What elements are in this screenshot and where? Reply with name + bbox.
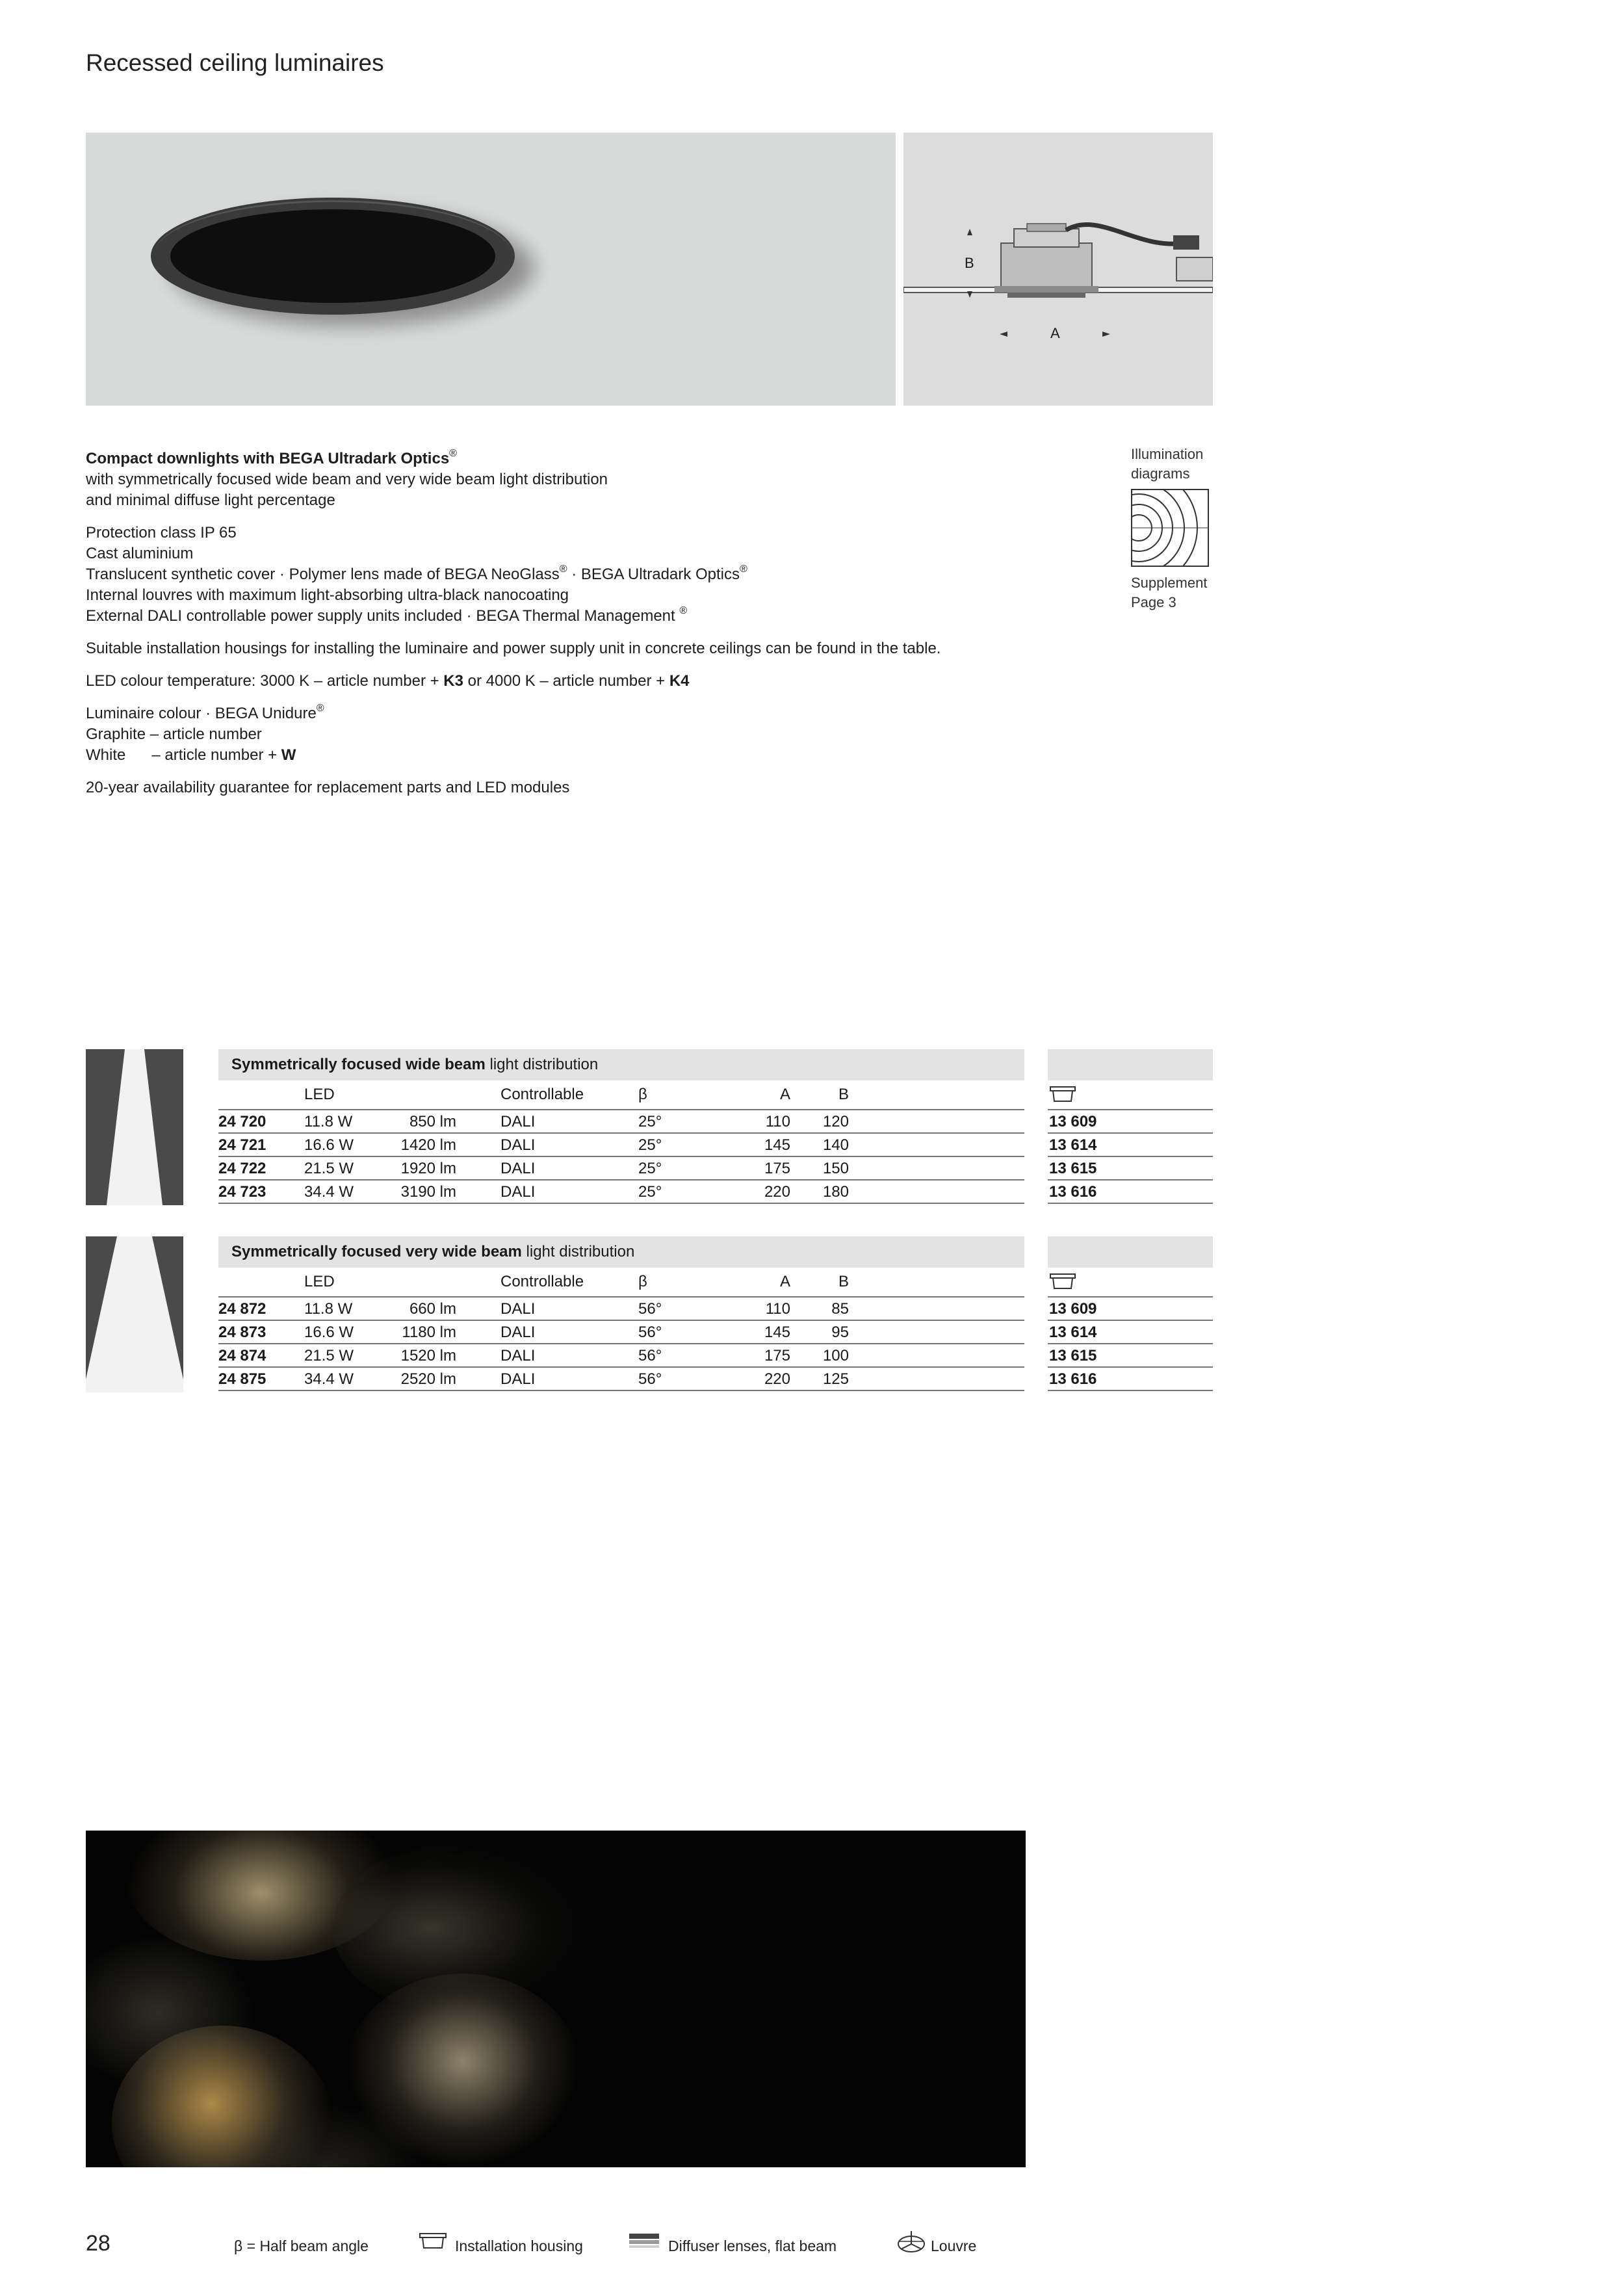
table-row bbox=[218, 1181, 1024, 1204]
cell-housing: 13 614 bbox=[1049, 1324, 1097, 1341]
table-row bbox=[218, 1157, 1024, 1181]
table-row bbox=[1048, 1298, 1213, 1321]
cell-b: 180 bbox=[822, 1183, 849, 1201]
cell-ctrl: DALI bbox=[500, 1160, 536, 1177]
cell-beta: 56° bbox=[638, 1347, 662, 1364]
very-wide-beam-icon bbox=[86, 1236, 183, 1392]
feature-item: Translucent synthetic cover · Polymer lens made of BEGA NeoGlass® · BEGA Ultradark Optics® bbox=[86, 564, 747, 583]
installation-housing-icon bbox=[1049, 1272, 1076, 1292]
cell-beta: 56° bbox=[638, 1300, 662, 1318]
cell-beta: 25° bbox=[638, 1183, 662, 1201]
very-wide-beam-table bbox=[218, 1236, 1024, 1391]
feature-item: Protection class IP 65 bbox=[86, 524, 237, 541]
cell-housing: 13 615 bbox=[1049, 1347, 1097, 1364]
cell-beta: 56° bbox=[638, 1370, 662, 1388]
installation-housing-table bbox=[1048, 1049, 1213, 1204]
cell-ctrl: DALI bbox=[500, 1136, 536, 1154]
cell-lumen: 660 lm bbox=[409, 1300, 456, 1318]
cell-article: 24 875 bbox=[218, 1370, 266, 1388]
legend-installation-housing: Installation housing bbox=[455, 2237, 583, 2254]
installation-housing-icon bbox=[1049, 1084, 1076, 1105]
legend-diffuser-lenses: Diffuser lenses, flat beam bbox=[668, 2237, 837, 2254]
cell-housing: 13 615 bbox=[1049, 1160, 1097, 1177]
cell-article: 24 722 bbox=[218, 1160, 266, 1177]
product-description: Compact downlights with BEGA Ultradark Optics® with symmetrically focused wide beam and very wide beam light distribution and minimal diffuse light percentage Protection class IP 65 Cast aluminium Translucent synthetic cover · Polymer lens made of BEGA NeoGlass® · BEGA Ultradark Optics® Internal louvres with maximum light-absorbing ultra-black nanocoating External DALI controllable power supply units included · BEGA Thermal Management ® Suitable installation housings for installing the luminaire and power supply unit in concrete ceilings can be found in the table. LED colour temperature: 3000 K – article number + K3 or 4000 K – article number + K4 Luminaire colour · BEGA Unidure® Graphite – article number White – article number + W 20-year availability guarantee for replacement parts and LED modules bbox=[86, 449, 1126, 810]
table-row bbox=[1048, 1134, 1213, 1157]
wide-beam-icon bbox=[86, 1049, 183, 1205]
cell-a: 175 bbox=[764, 1160, 790, 1177]
cell-ctrl: DALI bbox=[500, 1113, 536, 1130]
cell-article: 24 874 bbox=[218, 1347, 266, 1364]
table-row bbox=[1048, 1368, 1213, 1391]
cell-lumen: 1920 lm bbox=[400, 1160, 456, 1177]
cell-a: 145 bbox=[764, 1136, 790, 1154]
table-row bbox=[1048, 1321, 1213, 1344]
cell-article: 24 872 bbox=[218, 1300, 266, 1318]
led-colour-temperature: LED colour temperature: 3000 K – article number + K3 or 4000 K – article number + K4 bbox=[86, 672, 690, 690]
cell-a: 175 bbox=[764, 1347, 790, 1364]
louvre-icon bbox=[897, 2230, 926, 2256]
description-line: with symmetrically focused wide beam and very wide beam light distribution bbox=[86, 471, 608, 488]
cell-lumen: 850 lm bbox=[409, 1113, 456, 1130]
cell-article: 24 720 bbox=[218, 1113, 266, 1130]
dimension-drawing bbox=[903, 133, 1213, 406]
product-photo bbox=[86, 133, 896, 406]
cell-watt: 11.8 W bbox=[304, 1300, 353, 1318]
cell-watt: 16.6 W bbox=[304, 1136, 354, 1154]
cell-lumen: 1180 lm bbox=[402, 1324, 456, 1341]
cell-a: 110 bbox=[765, 1300, 790, 1318]
table-row bbox=[218, 1110, 1024, 1134]
cell-b: 120 bbox=[822, 1113, 849, 1130]
table-row bbox=[1048, 1157, 1213, 1181]
illumination-diagram-ref: Illumination diagrams Supplement Page 3 bbox=[1131, 445, 1222, 612]
cell-beta: 25° bbox=[638, 1113, 662, 1130]
housing-note: Suitable installation housings for installing the luminaire and power supply unit in concrete ceilings can be found in the table. bbox=[86, 640, 941, 657]
table-row bbox=[218, 1134, 1024, 1157]
installation-housing-icon bbox=[419, 2230, 447, 2252]
cell-ctrl: DALI bbox=[500, 1324, 536, 1341]
cell-beta: 56° bbox=[638, 1324, 662, 1341]
page-title: Recessed ceiling luminaires bbox=[86, 49, 384, 76]
downlight-ring bbox=[151, 198, 515, 315]
cell-ctrl: DALI bbox=[500, 1370, 536, 1388]
cell-ctrl: DALI bbox=[500, 1347, 536, 1364]
cell-watt: 34.4 W bbox=[304, 1183, 354, 1201]
illumination-diagram-icon bbox=[1131, 489, 1209, 567]
cell-a: 145 bbox=[764, 1324, 790, 1341]
cell-lumen: 3190 lm bbox=[400, 1183, 456, 1201]
luminaire-colour: Luminaire colour · BEGA Unidure® Graphite – article number White – article number + W bbox=[86, 703, 324, 764]
cell-housing: 13 609 bbox=[1049, 1300, 1097, 1318]
cell-housing: 13 616 bbox=[1049, 1183, 1097, 1201]
column-headers: LED Controllable β A B bbox=[218, 1270, 1024, 1298]
feature-item: External DALI controllable power supply units included · BEGA Thermal Management ® bbox=[86, 605, 688, 625]
legend-louvre: Louvre bbox=[931, 2237, 977, 2254]
cell-a: 110 bbox=[765, 1113, 790, 1130]
table-row bbox=[1048, 1344, 1213, 1368]
cell-ctrl: DALI bbox=[500, 1183, 536, 1201]
cell-b: 150 bbox=[822, 1160, 849, 1177]
description-heading: Compact downlights with BEGA Ultradark Optics bbox=[86, 450, 450, 467]
cell-beta: 25° bbox=[638, 1160, 662, 1177]
cell-housing: 13 616 bbox=[1049, 1370, 1097, 1388]
installation-housing-table bbox=[1048, 1236, 1213, 1391]
cell-b: 140 bbox=[822, 1136, 849, 1154]
table-row bbox=[1048, 1110, 1213, 1134]
cell-beta: 25° bbox=[638, 1136, 662, 1154]
availability-guarantee: 20-year availability guarantee for replacement parts and LED modules bbox=[86, 779, 570, 796]
cell-article: 24 873 bbox=[218, 1324, 266, 1341]
wide-beam-table bbox=[218, 1049, 1024, 1204]
cell-article: 24 721 bbox=[218, 1136, 266, 1154]
cell-a: 220 bbox=[764, 1370, 790, 1388]
cell-watt: 11.8 W bbox=[304, 1113, 353, 1130]
cell-b: 125 bbox=[822, 1370, 849, 1388]
cell-lumen: 1520 lm bbox=[400, 1347, 456, 1364]
cell-watt: 34.4 W bbox=[304, 1370, 354, 1388]
column-headers: LED Controllable β A B bbox=[218, 1083, 1024, 1110]
cell-article: 24 723 bbox=[218, 1183, 266, 1201]
diffuser-lens-icon bbox=[628, 2230, 660, 2252]
legend-beta: β = Half beam angle bbox=[234, 2237, 369, 2254]
cell-watt: 21.5 W bbox=[304, 1347, 354, 1364]
feature-list bbox=[86, 523, 1126, 627]
table-title: Symmetrically focused very wide beam light distribution bbox=[218, 1236, 1024, 1268]
cell-watt: 21.5 W bbox=[304, 1160, 354, 1177]
table-row bbox=[1048, 1181, 1213, 1204]
dimension-b-label: B bbox=[965, 255, 974, 271]
ambience-photo bbox=[86, 1831, 1026, 2167]
feature-item: Internal louvres with maximum light-absorbing ultra-black nanocoating bbox=[86, 586, 569, 604]
cell-housing: 13 614 bbox=[1049, 1136, 1097, 1154]
table-title: Symmetrically focused wide beam light distribution bbox=[218, 1049, 1024, 1080]
cell-housing: 13 609 bbox=[1049, 1113, 1097, 1130]
description-line: and minimal diffuse light percentage bbox=[86, 491, 335, 509]
table-row bbox=[218, 1344, 1024, 1368]
feature-item: Cast aluminium bbox=[86, 545, 194, 562]
page-number: 28 bbox=[86, 2231, 110, 2256]
table-row bbox=[218, 1368, 1024, 1391]
cell-lumen: 1420 lm bbox=[400, 1136, 456, 1154]
cell-a: 220 bbox=[764, 1183, 790, 1201]
cell-watt: 16.6 W bbox=[304, 1324, 354, 1341]
cell-b: 85 bbox=[831, 1300, 849, 1318]
dimension-a-label: A bbox=[1050, 325, 1060, 341]
cell-b: 95 bbox=[831, 1324, 849, 1341]
cell-ctrl: DALI bbox=[500, 1300, 536, 1318]
cell-lumen: 2520 lm bbox=[400, 1370, 456, 1388]
table-row bbox=[218, 1298, 1024, 1321]
table-row bbox=[218, 1321, 1024, 1344]
cell-b: 100 bbox=[822, 1347, 849, 1364]
